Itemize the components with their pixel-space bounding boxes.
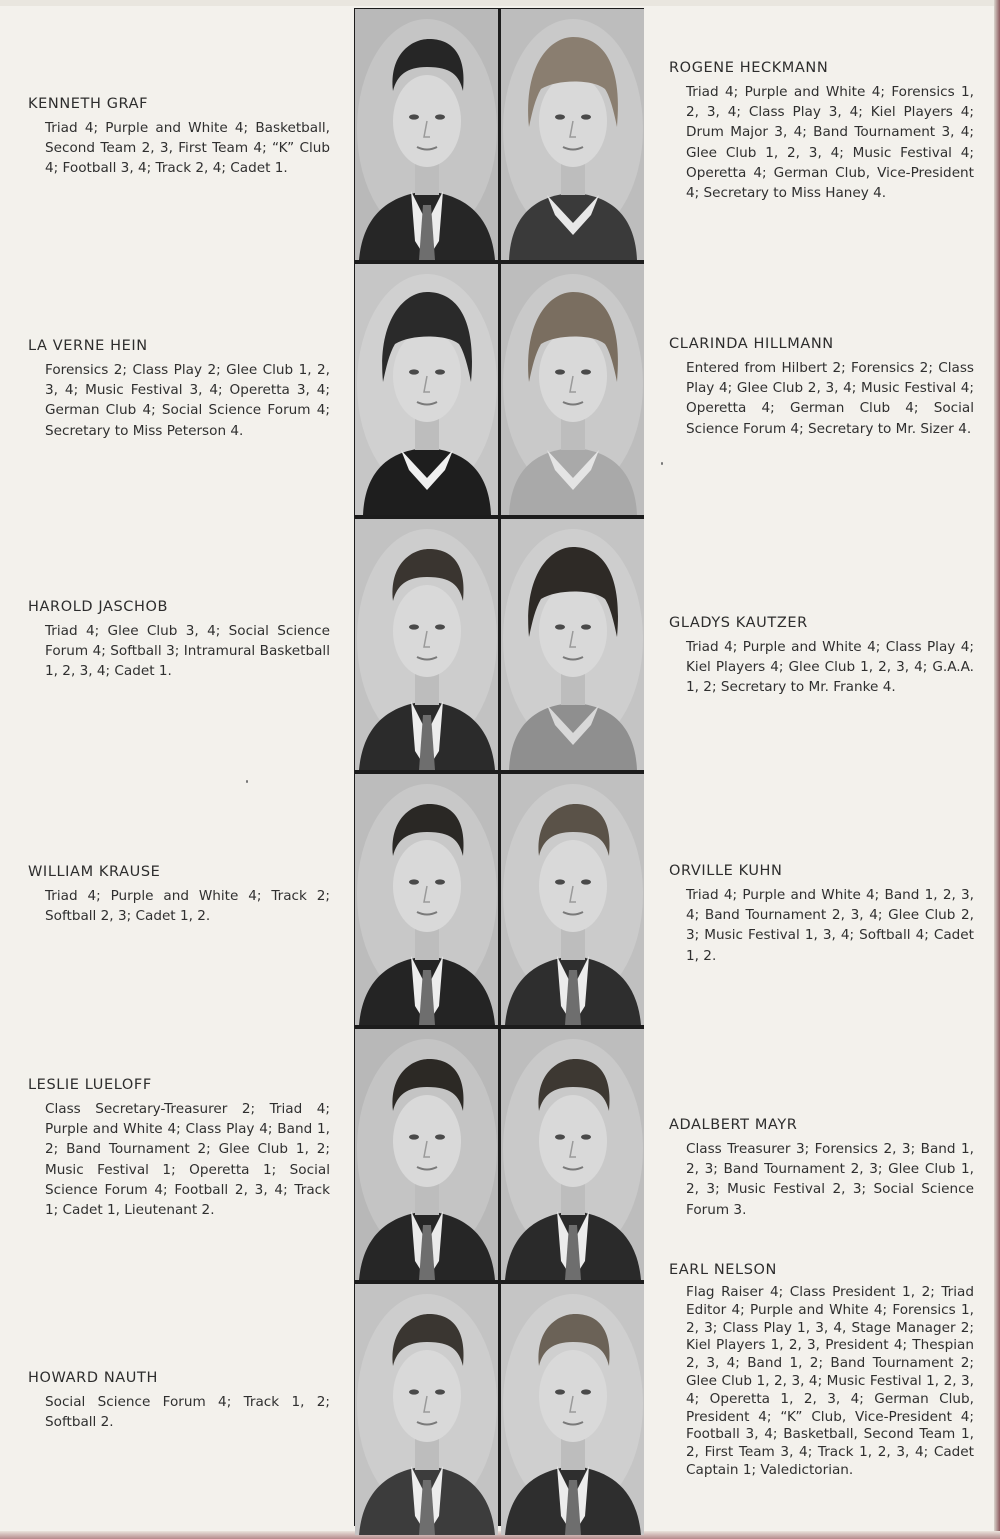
student-entry: [28, 338, 330, 441]
student-activities: Triad 4; Glee Club 3, 4; Social Science Forum 4; Softball 3; Intramural Basketball 1, 2, 3, 4; Cadet 1.: [45, 623, 330, 680]
portrait-photo: [355, 264, 498, 515]
student-name: LA VERNE HEIN: [28, 338, 148, 354]
portrait-photo: [355, 519, 498, 770]
student-activities: Flag Raiser 4; Class President 1, 2; Triad Editor 4; Purple and White 4; Forensics 1, 2, 3; Class Play 1, 3, 4, Stage Manager 2; Kiel Players 1, 2, 3, President 4; Thespian 2, 3, 4; Band 1, 2; Band Tournament 2; Glee Club 1, 2, 3, 4; Music Festival 1, 2, 3, 4; Operetta 1, 2, 3, 4; German Club, President 4; “K” Club, Vice-President 4; Football 3, 4; Basketball, Second Team 1, 2, First Team 3, 4; Track 1, 2, 3, 4; Cadet Captain 1; Valedictorian.: [686, 1284, 974, 1478]
student-entry: [669, 1262, 974, 1480]
student-name: WILLIAM KRAUSE: [28, 864, 161, 880]
portrait-photo: [501, 774, 644, 1025]
student-activities: Triad 4; Purple and White 4; Band 1, 2, 3, 4; Band Tournament 2, 3, 4; Glee Club 2, 3; Music Festival 1, 3, 4; Softball 4; Cadet 1, 2.: [686, 887, 974, 964]
student-activities: Triad 4; Purple and White 4; Basketball, Second Team 2, 3, First Team 4; “K” Club 4; Football 3, 4; Track 2, 4; Cadet 1.: [45, 120, 330, 177]
portrait-photo: [501, 1284, 644, 1535]
student-name: HOWARD NAUTH: [28, 1370, 158, 1386]
student-name: ROGENE HECKMANN: [669, 60, 829, 76]
portrait-photo: [355, 9, 498, 260]
student-activities: Forensics 2; Class Play 2; Glee Club 1, 2, 3, 4; Music Festival 3, 4; Operetta 3, 4; German Club 4; Social Science Forum 4; Secretary to Miss Peterson 4.: [45, 362, 330, 439]
student-name: KENNETH GRAF: [28, 96, 149, 112]
student-entry: [669, 615, 974, 698]
student-activities: Class Secretary-Treasurer 2; Triad 4; Purple and White 4; Class Play 4; Band 1, 2; Band Tournament 2; Glee Club 1, 2; Music Festival 1; Operetta 1; Social Science Forum 4; Football 2, 3, 4; Track 1; Cadet 1, Lieutenant 2.: [45, 1101, 330, 1219]
portrait-photo: [501, 9, 644, 260]
student-name: EARL NELSON: [669, 1262, 777, 1278]
student-activities: Entered from Hilbert 2; Forensics 2; Class Play 4; Glee Club 2, 3, 4; Music Festival 4; Operetta 4; German Club 4; Social Science Forum 4; Secretary to Mr. Sizer 4.: [686, 360, 974, 437]
portrait-photo: [501, 1029, 644, 1280]
portrait-photo: [501, 264, 644, 515]
page-right-edge: [994, 0, 1000, 1539]
student-activities: Triad 4; Purple and White 4; Track 2; Softball 2, 3; Cadet 1, 2.: [45, 888, 330, 925]
student-entry: [669, 863, 974, 966]
photo-grid: [354, 8, 644, 1526]
student-entry: [28, 864, 330, 926]
page-top-edge: [0, 0, 1000, 6]
student-name: ORVILLE KUHN: [669, 863, 783, 879]
student-activities: Triad 4; Purple and White 4; Forensics 1, 2, 3, 4; Class Play 3, 4; Kiel Players 4; Drum Major 3, 4; Band Tournament 3, 4; Glee Club 1, 2, 3, 4; Music Festival 4; Operetta 4; German Club, Vice-President 4; Secretary to Miss Haney 4.: [686, 84, 974, 202]
student-name: GLADYS KAUTZER: [669, 615, 808, 631]
student-activities: Triad 4; Purple and White 4; Class Play 4; Kiel Players 4; Glee Club 1, 2, 3, 4; G.A.A. 1, 2; Secretary to Mr. Franke 4.: [686, 639, 974, 696]
portrait-photo: [355, 774, 498, 1025]
student-name: ADALBERT MAYR: [669, 1117, 798, 1133]
student-name: HAROLD JASCHOB: [28, 599, 169, 615]
student-name: CLARINDA HILLMANN: [669, 336, 834, 352]
paper-speck: [661, 462, 663, 465]
student-entry: [669, 60, 974, 203]
student-entry: [28, 599, 330, 682]
student-name: LESLIE LUELOFF: [28, 1077, 152, 1093]
student-entry: [669, 1117, 974, 1220]
paper-speck: [246, 780, 248, 783]
page-bottom-edge: [0, 1531, 1000, 1539]
student-entry: [669, 336, 974, 439]
student-activities: Social Science Forum 4; Track 1, 2; Softball 2.: [45, 1394, 330, 1431]
student-entry: [28, 1077, 330, 1220]
portrait-photo: [355, 1284, 498, 1535]
student-entry: [28, 1370, 330, 1432]
student-activities: Class Treasurer 3; Forensics 2, 3; Band 1, 2, 3; Band Tournament 2, 3; Glee Club 1, 2, 3; Music Festival 2, 3; Social Science Forum 3.: [686, 1141, 974, 1218]
portrait-photo: [355, 1029, 498, 1280]
portrait-photo: [501, 519, 644, 770]
student-entry: [28, 96, 330, 179]
